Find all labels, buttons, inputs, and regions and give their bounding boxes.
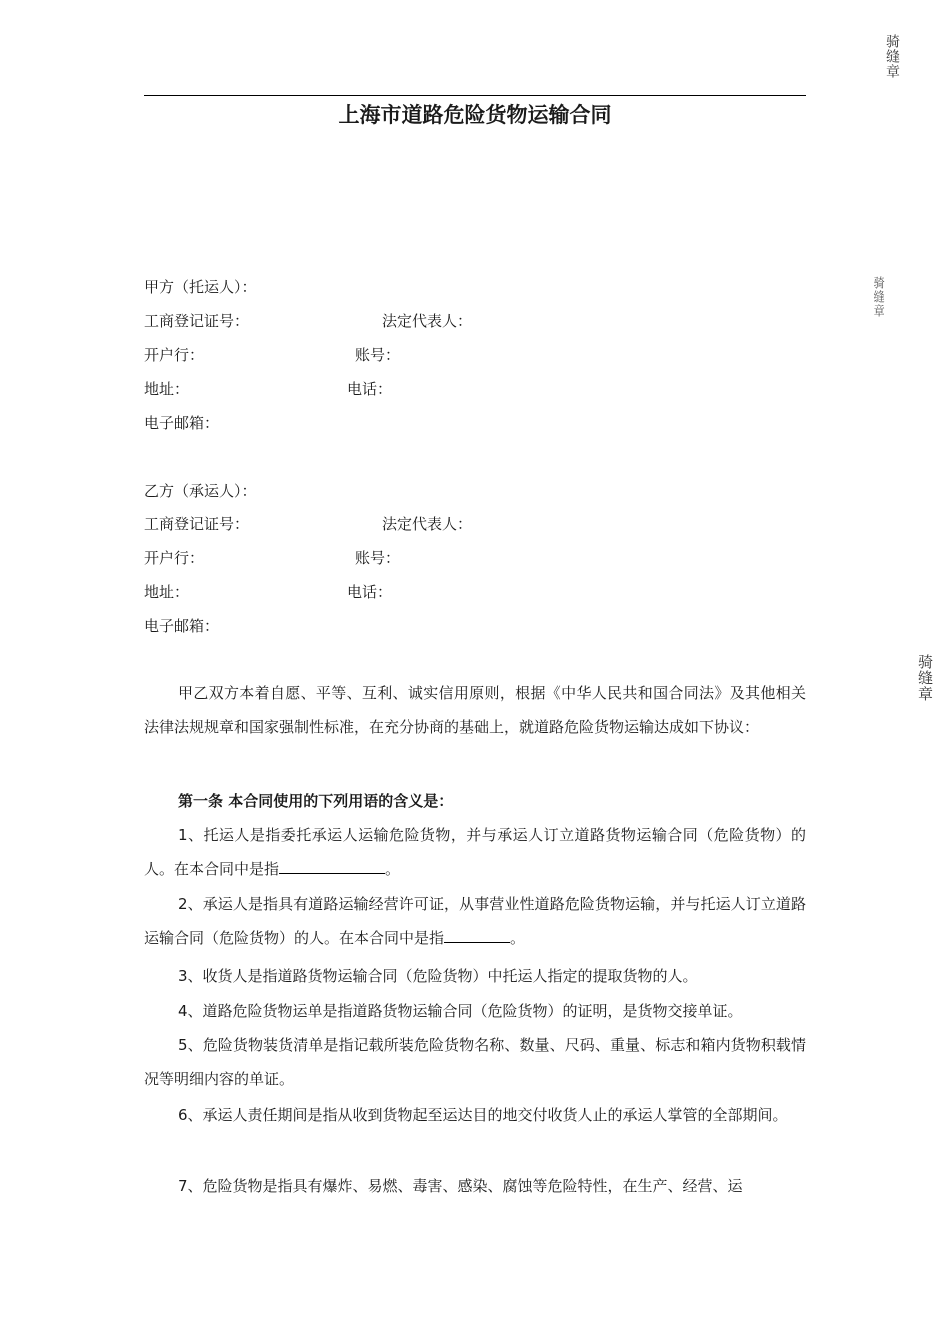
party-b-legal-rep-label: 法定代表人：	[382, 515, 473, 533]
party-b-bank-label: 开户行：	[144, 549, 205, 567]
party-b-heading: 乙方（承运人）：	[144, 482, 257, 500]
clause-6: 6、承运人责任期间是指从收到货物起至运达目的地交付收货人止的承运人掌管的全部期间。	[178, 1106, 788, 1124]
clause-7: 7、危险货物是指具有爆炸、易燃、毒害、感染、腐蚀等危险特性，在生产、经营、运	[178, 1177, 743, 1195]
clause-2-text: 2、承运人是指具有道路运输经营许可证，从事营业性道路危险货物运输，并与托运人订立道路运输合同（危险货物）的人。在本合同中是指	[144, 895, 806, 947]
clause-2-end: 。	[510, 929, 526, 947]
party-a-legal-rep-label: 法定代表人：	[382, 312, 473, 330]
clause-1-text: 1、托运人是指委托承运人运输危险货物，并与承运人订立道路货物运输合同（危险货物）的人。在本合同中是指	[144, 826, 806, 878]
clause-5: 5、危险货物装货清单是指记载所装危险货物名称、数量、尺码、重量、标志和箱内货物积载情况等明细内容的单证。	[144, 1036, 806, 1088]
seam-seal-top: 骑缝章	[884, 34, 900, 79]
party-a-email-label: 电子邮箱：	[144, 414, 220, 432]
clause-1-blank[interactable]	[279, 857, 385, 874]
party-b-email-label: 电子邮箱：	[144, 617, 220, 635]
clause-1	[144, 818, 806, 886]
party-a-phone-label: 电话：	[347, 380, 393, 398]
party-a-address-label: 地址：	[144, 380, 190, 398]
party-a-account-label: 账号：	[355, 346, 401, 364]
party-b-address-label: 地址：	[144, 583, 190, 601]
clause-2-blank[interactable]	[444, 926, 510, 943]
party-a-bank-label: 开户行：	[144, 346, 205, 364]
party-b-account-label: 账号：	[355, 549, 401, 567]
party-b-phone-label: 电话：	[347, 583, 393, 601]
clause-4: 4、道路危险货物运单是指道路货物运输合同（危险货物）的证明，是货物交接单证。	[178, 1002, 743, 1020]
document-title: 上海市道路危险货物运输合同	[338, 103, 612, 127]
party-a-heading: 甲方（托运人）：	[144, 278, 257, 296]
party-b-reg-no-label: 工商登记证号：	[144, 515, 250, 533]
clause-1-end: 。	[385, 860, 401, 878]
header-rule	[144, 95, 806, 96]
clause-2	[144, 887, 806, 955]
clause-3: 3、收货人是指道路货物运输合同（危险货物）中托运人指定的提取货物的人。	[178, 967, 698, 985]
seam-seal-middle: 骑缝章	[871, 276, 884, 318]
intro-paragraph: 甲乙双方本着自愿、平等、互利、诚实信用原则，根据《中华人民共和国合同法》及其他相关法律法规规章和国家强制性标准，在充分协商的基础上，就道路危险货物运输达成如下协议：	[144, 684, 806, 736]
seam-seal-bottom: 骑缝章	[916, 654, 934, 702]
article-1-heading: 第一条 本合同使用的下列用语的含义是：	[178, 792, 454, 810]
party-a-reg-no-label: 工商登记证号：	[144, 312, 250, 330]
